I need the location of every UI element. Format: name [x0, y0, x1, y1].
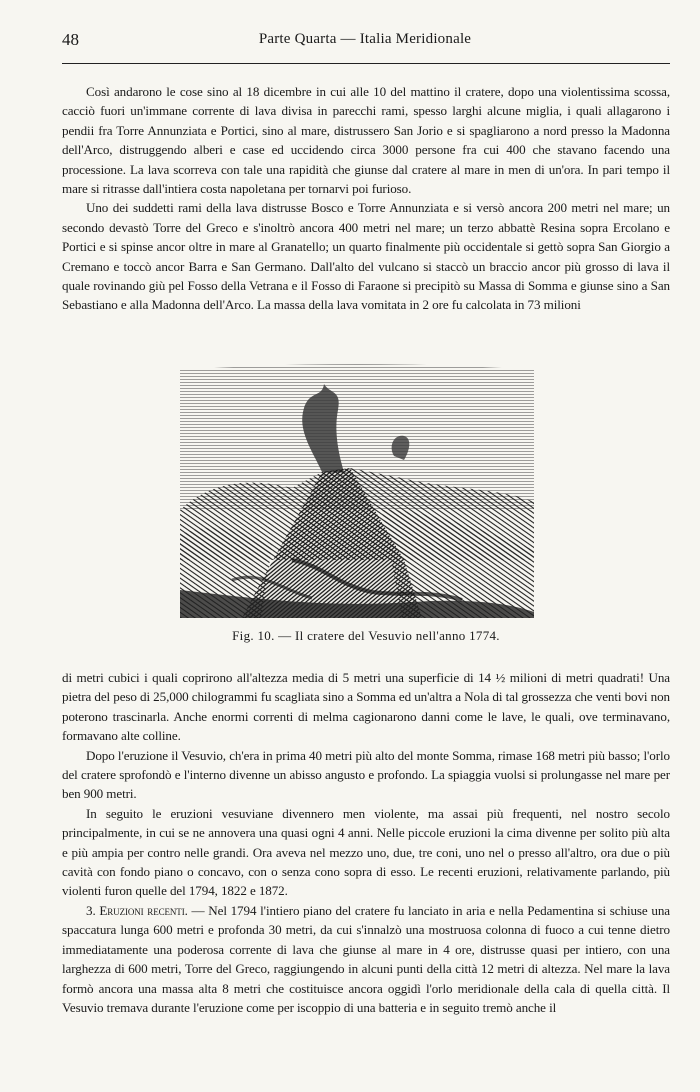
section-number: 3. [86, 902, 96, 918]
paragraph: Così andarono le cose sino al 18 dicembre in cui alle 10 del mattino il cratere, dopo una violentissima scossa, cacciò fuori un'immane corrente di lava divisa in parecchi rami, spesso larghi alcune miglia, i quali allagarono i pendii fra Torre Annunziata e Portici, sino al mare, distrussero San Jorio e si spagliarono a nord presso la Madonna dell'Arco, distruggendo alberi e case ed uccidendo circa 3000 persone fra cui 400 che stavano facendo una processione. La lava scorreva con tale una rapidità che giunse dal cratere al mare in men di un'ora. In pari tempo il mare si ritrasse dall'intiera costa napoletana per tornarvi poi furioso. [62, 84, 670, 197]
paragraph: di metri cubici i quali coprirono all'altezza media di 5 metri una superficie di 14 ½ milioni di metri quadrati! Una pietra del peso di 25,000 chilogrammi fu scagliata sino a Somma ed un'altra a Nola di tal grossezza che venti bovi non poterono trascinarla. Anche enormi correnti di melma cagionarono danni come le lave, le quali, ove terminavano, formavano alte colline. [62, 670, 670, 744]
page-header [62, 30, 668, 52]
figure-caption: Fig. 10. — Il cratere del Vesuvio nell'anno 1774. [232, 628, 500, 643]
text-block-bottom [62, 668, 670, 1017]
text-block-top [62, 82, 670, 315]
running-title: Parte Quarta — Italia Meridionale [258, 31, 472, 47]
header-rule [62, 63, 670, 64]
page-number: 48 [62, 30, 79, 49]
paragraph: Uno dei suddetti rami della lava distrusse Bosco e Torre Annunziata e si versò ancora 200 metri nel mare; un secondo devastò Torre del Greco e s'inoltrò ancora 400 metri nel mare; un terzo abbattè Resina sopra Ercolano e Portici e si spinse ancor oltre in mare al Granatello; un quarto finalmente più occidentale si gettò sopra San Giorgio a Cremano e toccò ancor Barra e San Germano. Dall'alto del vulcano si staccò un braccio ancor più grosso di lava il quale rovinando giù pel Fosso della Vetrana e il Fosso di Faraone si precipitò su Massa di Somma e giunse sino a San Sebastiano e alla Madonna dell'Arco. La massa della lava vomitata in 2 ore fu calcolata in 73 milioni [62, 200, 670, 313]
paragraph: Dopo l'eruzione il Vesuvio, ch'era in prima 40 metri più alto del monte Somma, rimase 168 metri più basso; l'orlo del cratere sprofondò e l'interno divenne un abisso angusto e profondo. La spiaggia vuolsi si prolungasse nel mare per ben 900 metri. [62, 747, 670, 802]
section-text: — Nel 1794 l'intiero piano del cratere fu lanciato in aria e nella Pedamentina si schiuse una spaccatura lunga 600 metri e profonda 30 metri, da cui s'innalzò una mostruosa colonna di fuoco a cui tenne dietro immediatamente una poderosa corrente di lava che giunse al mare in 4 ore, distrusse quasi per intiero, con una larghezza di 600 metri, Torre del Greco, raggiungendo in alcuni punti della città 12 metri di altezza. Nel mare la lava formò ancora una massa alta 8 metri che costituisce ancora oggidì l'orlo meridionale della cala di quella città. Il Vesuvio tremava durante l'eruzione come per iscoppio di una batteria e in seguito tremò anche il [62, 902, 670, 1015]
section-paragraph [62, 901, 670, 1017]
paragraph: In seguito le eruzioni vesuviane divennero men violente, ma assai più frequenti, nel nostro secolo principalmente, in cui se ne annovera una quasi ogni 4 anni. Nelle piccole eruzioni la cima divenne per solito più alta e più ampia per contro nelle grandi. Ora aveva nel mezzo uno, due, tre coni, uno nel o presso all'altro, ora due o più cavità con fondo piano o concavo, con o senza cono sopra di esso. Le recenti eruzioni, relativamente parlando, più violenti furon quelle del 1794, 1822 e 1872. [62, 805, 670, 899]
crater-illustration [172, 360, 542, 618]
figure-engraving-vesuvius-crater [172, 360, 542, 618]
section-title: Eruzioni recenti. [99, 902, 188, 918]
